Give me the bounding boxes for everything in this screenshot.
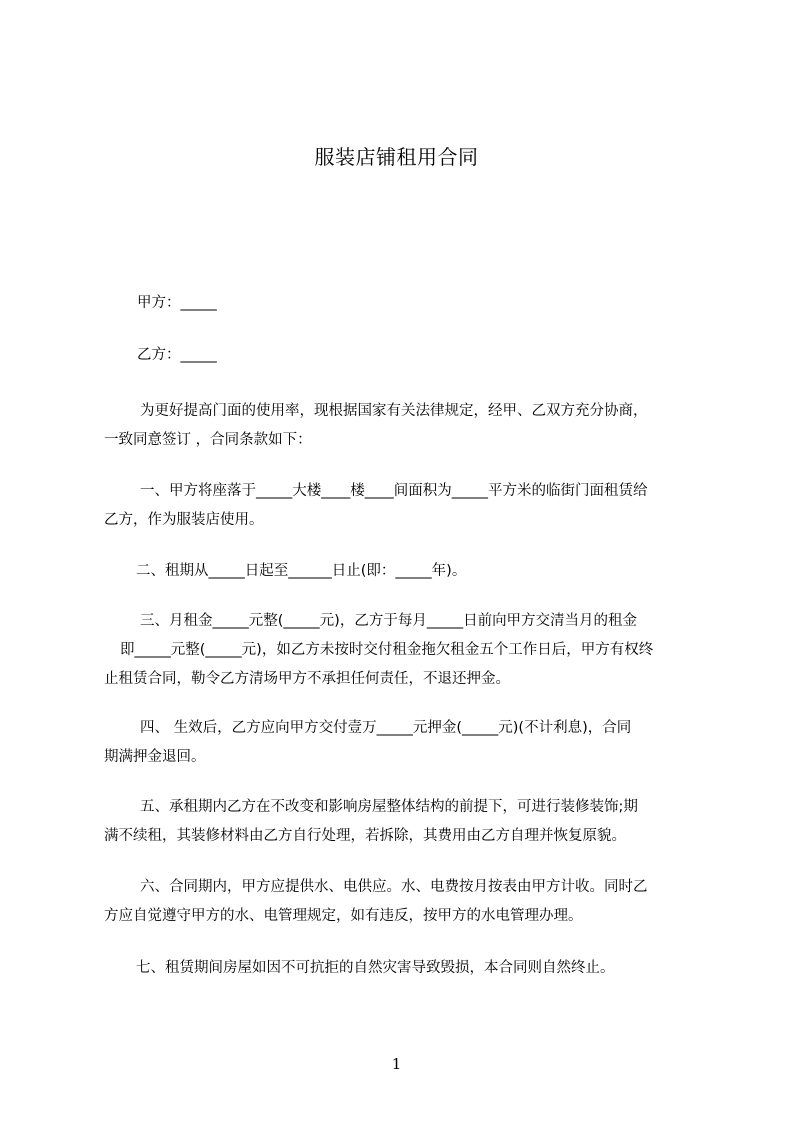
- intro-line-2: 一致同意签订 ，合同条款如下：: [104, 432, 312, 448]
- intro-line-1: 为更好提高门面的使用率，现根据国家有关法律规定，经甲、乙双方充分协商，: [140, 403, 648, 419]
- clause-5-line-1: 五、承租期内乙方在不改变和影响房屋整体结构的前提下，可进行装修装饰;期: [140, 799, 638, 815]
- clause-6-line-1: 六、合同期内，甲方应提供水、电供应。水、电费按月按表由甲方计收。同时乙: [140, 879, 648, 895]
- clause-1-line-1: 一、甲方将座落于_____大楼____楼____间面积为_____平方米的临街门面租赁给: [140, 483, 648, 499]
- clause-1-paragraph: [104, 477, 702, 535]
- clause-2-paragraph: [104, 557, 702, 586]
- clause-3-line-3: 止租赁合同，勒令乙方清场甲方不承担任何责任，不退还押金。: [104, 671, 510, 687]
- clause-5-paragraph: [104, 793, 702, 851]
- clause-4-line-1: 四、 生效后，乙方应向甲方交付壹万_____元押金(_____元)(不计利息)，合同: [140, 720, 632, 736]
- page-number: 1: [391, 1055, 402, 1073]
- clause-4-line-2: 期满押金退回。: [104, 749, 206, 765]
- clause-3-line-1: 三、月租金_____元整(_____元)，乙方于每月_____日前向甲方交清当月的租金: [140, 613, 638, 629]
- clause-3-paragraph: [104, 607, 702, 694]
- party-a-line: 甲方：_____: [137, 295, 217, 311]
- clause-3-line-2: 即_____元整(_____元)，如乙方未按时交付租金拖欠租金五个工作日后，甲方有权终: [120, 642, 654, 658]
- clause-7-line-1: 七、租赁期间房屋如因不可抗拒的自然灾害导致毁损，本合同则自然终止。: [136, 960, 615, 976]
- party-b-line: 乙方：_____: [137, 347, 217, 363]
- intro-paragraph: [104, 397, 702, 455]
- contract-title: 服装店铺租用合同: [314, 145, 479, 169]
- clause-4-paragraph: [104, 714, 702, 772]
- clause-5-line-2: 满不续租，其装修材料由乙方自行处理，若拆除，其费用由乙方自理并恢复原貌。: [104, 828, 626, 844]
- clause-6-line-2: 方应自觉遵守甲方的水、电管理规定，如有违反，按甲方的水电管理办理。: [104, 908, 583, 924]
- clause-7-paragraph: [104, 954, 702, 983]
- clause-2-line-1: 二、租期从_____日起至______日止(即：_____年)。: [136, 563, 467, 579]
- clause-1-line-2: 乙方，作为服装店使用。: [104, 512, 264, 528]
- clause-6-paragraph: [104, 873, 702, 931]
